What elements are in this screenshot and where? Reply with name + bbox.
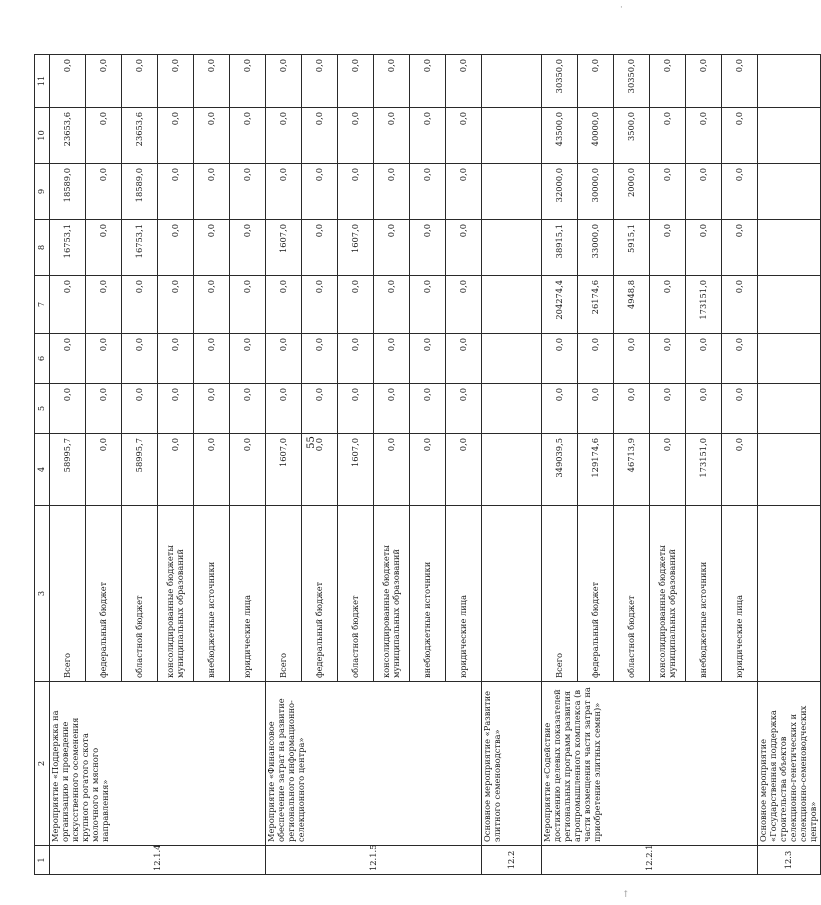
value-cell: 0,0 [122,276,158,334]
rotated-table-wrapper [34,55,818,875]
table-body [50,55,821,875]
value-cell: 0,0 [50,55,86,108]
measure-name: Основное мероприятие «Развитие элитного семеноводства» [482,682,542,846]
funding-source: Всего [542,506,578,682]
value-cell: 30350,0 [542,55,578,108]
value-cell: 2000,0 [614,164,650,220]
budget-table [34,54,821,875]
value-cell: 0,0 [302,108,338,164]
value-cell: 0,0 [446,108,482,164]
value-cell: 0,0 [374,55,410,108]
funding-source: внебюджетные источники [686,506,722,682]
value-cell: 4948,8 [614,276,650,334]
value-cell: 0,0 [122,334,158,384]
value-cell: 0,0 [158,334,194,384]
column-header: 3 [35,506,50,682]
value-cell: 0,0 [86,384,122,434]
column-header: 9 [35,164,50,220]
value-cell: 0,0 [230,220,266,276]
value-cell: 30350,0 [614,55,650,108]
value-cell: 0,0 [650,334,686,384]
value-cell: 0,0 [86,55,122,108]
value-cell: 129174,6 [578,434,614,506]
value-cell: 0,0 [338,334,374,384]
value-cell: 0,0 [446,55,482,108]
value-cell: 0,0 [650,384,686,434]
table-row [758,55,821,875]
value-cell: 0,0 [578,55,614,108]
funding-source: областной бюджет [614,506,650,682]
value-cell [482,164,542,220]
value-cell: 0,0 [266,384,302,434]
value-cell: 0,0 [686,220,722,276]
value-cell: 16753,1 [50,220,86,276]
measure-name: Мероприятие «Содействие достижению целевых показателей региональных программ развития агропромышленного комплекса (в части возмещения части затрат на приобретение элитных семян)» [542,682,758,846]
value-cell: 0,0 [230,434,266,506]
value-cell: 0,0 [446,384,482,434]
value-cell: 0,0 [446,334,482,384]
value-cell: 43500,0 [542,108,578,164]
value-cell: 0,0 [86,276,122,334]
column-header: 6 [35,334,50,384]
value-cell: 0,0 [302,384,338,434]
value-cell: 0,0 [194,434,230,506]
value-cell: 0,0 [158,55,194,108]
value-cell: 0,0 [338,55,374,108]
value-cell: 38915,1 [542,220,578,276]
value-cell: 0,0 [230,108,266,164]
value-cell: 0,0 [122,384,158,434]
value-cell: 0,0 [194,220,230,276]
value-cell: 1607,0 [338,434,374,506]
value-cell: 0,0 [338,108,374,164]
value-cell: 0,0 [410,164,446,220]
value-cell: 0,0 [86,220,122,276]
value-cell: 0,0 [650,108,686,164]
funding-source: юридические лица [446,506,482,682]
measure-name: Основное мероприятие «Государственная поддержка строительства объектов селекционно-генетических и селекционно-семеноводческих центров» [758,682,821,846]
value-cell: 0,0 [230,55,266,108]
table-row [50,55,86,875]
value-cell [758,334,821,384]
value-cell: 0,0 [410,276,446,334]
row-code: 12.3 [758,846,821,875]
value-cell: 0,0 [650,434,686,506]
value-cell [482,220,542,276]
value-cell: 0,0 [446,164,482,220]
value-cell: 0,0 [578,384,614,434]
value-cell: 1607,0 [266,434,302,506]
value-cell: 3500,0 [614,108,650,164]
funding-source [758,506,821,682]
value-cell: 0,0 [86,434,122,506]
value-cell [482,55,542,108]
column-header: 11 [35,55,50,108]
value-cell: 0,0 [722,434,758,506]
funding-source: консолидированные бюджеты муниципальных образований [374,506,410,682]
value-cell [758,434,821,506]
value-cell: 40000,0 [578,108,614,164]
value-cell: 46713,9 [614,434,650,506]
value-cell: 349039,5 [542,434,578,506]
value-cell [758,384,821,434]
value-cell: 0,0 [650,220,686,276]
value-cell: 0,0 [614,384,650,434]
value-cell: 30000,0 [578,164,614,220]
value-cell: 0,0 [158,434,194,506]
value-cell: 0,0 [650,55,686,108]
value-cell: 0,0 [686,164,722,220]
value-cell: 0,0 [86,164,122,220]
value-cell: 0,0 [410,384,446,434]
row-code: 12.2.1 [542,846,758,875]
value-cell: 0,0 [650,276,686,334]
funding-source: внебюджетные источники [410,506,446,682]
value-cell: 0,0 [194,108,230,164]
funding-source: юридические лица [722,506,758,682]
value-cell [758,108,821,164]
value-cell: 0,0 [50,384,86,434]
value-cell: 173151,0 [686,434,722,506]
funding-source: Всего [50,506,86,682]
value-cell: 0,0 [686,384,722,434]
value-cell: 0,0 [338,164,374,220]
value-cell: 23653,6 [50,108,86,164]
value-cell: 0,0 [686,55,722,108]
scan-mark-bottom: ↑ [622,890,630,900]
value-cell: 0,0 [302,334,338,384]
value-cell: 0,0 [266,55,302,108]
value-cell: 0,0 [158,220,194,276]
value-cell: 23653,6 [122,108,158,164]
value-cell: 0,0 [158,164,194,220]
column-header: 1 [35,846,50,875]
value-cell: 0,0 [446,276,482,334]
value-cell: 0,0 [158,276,194,334]
value-cell: 0,0 [410,334,446,384]
value-cell: 18589,0 [122,164,158,220]
value-cell: 0,0 [50,276,86,334]
value-cell: 0,0 [374,384,410,434]
value-cell: 0,0 [614,334,650,384]
value-cell: 0,0 [194,276,230,334]
value-cell: 0,0 [446,434,482,506]
value-cell: 16753,1 [122,220,158,276]
value-cell: 0,0 [722,276,758,334]
value-cell: 0,0 [686,108,722,164]
value-cell: 0,0 [122,55,158,108]
value-cell: 0,0 [722,384,758,434]
value-cell [482,384,542,434]
row-code: 12.1.4 [50,846,266,875]
value-cell: 58995,7 [50,434,86,506]
table-row [266,55,302,875]
value-cell: 0,0 [302,434,338,506]
value-cell: 32000,0 [542,164,578,220]
value-cell: 0,0 [230,164,266,220]
column-header: 2 [35,682,50,846]
column-header: 10 [35,108,50,164]
value-cell [482,108,542,164]
value-cell: 0,0 [578,334,614,384]
value-cell: 0,0 [266,276,302,334]
value-cell: 58995,7 [122,434,158,506]
value-cell: 1607,0 [338,220,374,276]
value-cell: 0,0 [302,55,338,108]
value-cell: 0,0 [302,276,338,334]
value-cell: 0,0 [446,220,482,276]
funding-source: внебюджетные источники [194,506,230,682]
value-cell [758,220,821,276]
funding-source: федеральный бюджет [86,506,122,682]
value-cell: 0,0 [650,164,686,220]
table-row [542,55,578,875]
value-cell: 0,0 [50,334,86,384]
value-cell: 0,0 [722,108,758,164]
table-header [35,55,50,875]
value-cell: 0,0 [542,334,578,384]
page-number: 55 [305,436,317,449]
value-cell: 0,0 [686,334,722,384]
value-cell: 0,0 [722,55,758,108]
value-cell: 0,0 [302,164,338,220]
value-cell: 0,0 [542,384,578,434]
value-cell: 0,0 [722,220,758,276]
value-cell: 0,0 [374,164,410,220]
funding-source: областной бюджет [338,506,374,682]
value-cell: 0,0 [722,164,758,220]
value-cell: 0,0 [158,108,194,164]
column-header: 4 [35,434,50,506]
value-cell: 0,0 [410,108,446,164]
value-cell [482,334,542,384]
value-cell: 0,0 [194,164,230,220]
value-cell [758,276,821,334]
value-cell: 0,0 [86,108,122,164]
row-code: 12.1.5 [266,846,482,875]
measure-name: Мероприятие «Финансовое обеспечение затрат на развитие регионального информационно-селекционного центра» [266,682,482,846]
funding-source: федеральный бюджет [578,506,614,682]
value-cell: 0,0 [230,384,266,434]
value-cell: 0,0 [194,334,230,384]
value-cell: 0,0 [722,334,758,384]
value-cell: 0,0 [194,384,230,434]
column-header: 8 [35,220,50,276]
funding-source [482,506,542,682]
value-cell: 0,0 [86,334,122,384]
value-cell [482,434,542,506]
value-cell [758,164,821,220]
value-cell: 0,0 [374,276,410,334]
value-cell: 0,0 [266,164,302,220]
value-cell: 173151,0 [686,276,722,334]
value-cell: 33000,0 [578,220,614,276]
value-cell: 0,0 [158,384,194,434]
value-cell: 0,0 [374,220,410,276]
value-cell: 0,0 [338,384,374,434]
value-cell: 0,0 [374,108,410,164]
value-cell: 1607,0 [266,220,302,276]
funding-source: областной бюджет [122,506,158,682]
funding-source: консолидированные бюджеты муниципальных образований [158,506,194,682]
column-header: 7 [35,276,50,334]
value-cell: 0,0 [410,55,446,108]
value-cell: 18589,0 [50,164,86,220]
value-cell: 0,0 [230,334,266,384]
funding-source: консолидированные бюджеты муниципальных образований [650,506,686,682]
value-cell [758,55,821,108]
value-cell: 0,0 [410,434,446,506]
scan-mark-top: · [620,3,623,13]
table-row [482,55,542,875]
value-cell: 0,0 [266,108,302,164]
funding-source: федеральный бюджет [302,506,338,682]
value-cell: 0,0 [338,276,374,334]
value-cell: 0,0 [230,276,266,334]
value-cell: 26174,6 [578,276,614,334]
column-header: 5 [35,384,50,434]
value-cell: 0,0 [302,220,338,276]
row-code: 12.2 [482,846,542,875]
value-cell: 0,0 [374,434,410,506]
funding-source: Всего [266,506,302,682]
value-cell: 204274,4 [542,276,578,334]
value-cell: 0,0 [194,55,230,108]
value-cell: 0,0 [410,220,446,276]
funding-source: юридические лица [230,506,266,682]
value-cell: 5915,1 [614,220,650,276]
value-cell [482,276,542,334]
value-cell: 0,0 [266,334,302,384]
value-cell: 0,0 [374,334,410,384]
measure-name: Мероприятие «Поддержка на организацию и проведение искусственного осеменения крупного рогатого скота молочного и мясного направления» [50,682,266,846]
